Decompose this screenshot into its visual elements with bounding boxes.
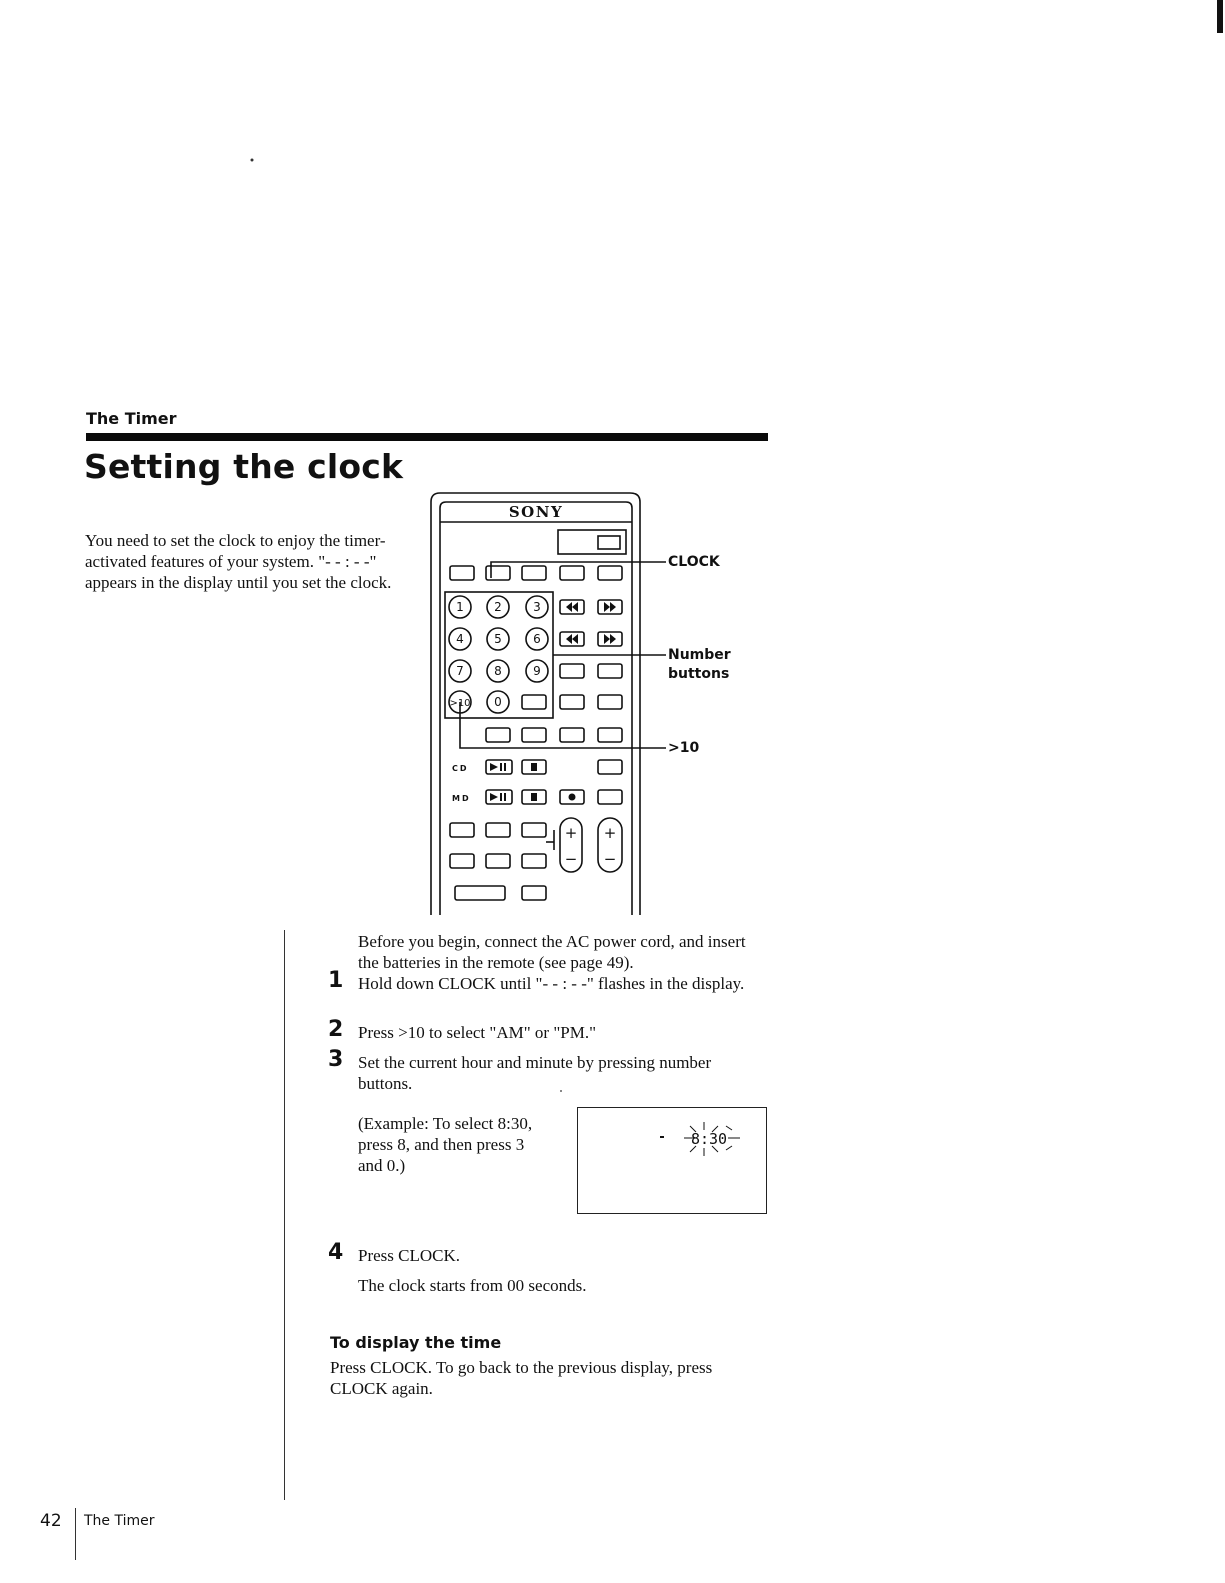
md-row-label: MD bbox=[452, 794, 471, 803]
callout-gt10: >10 bbox=[668, 740, 700, 756]
cd-row-label: CD bbox=[452, 764, 469, 773]
step-text: Hold down CLOCK until "- - : - -" flashes in the display. bbox=[358, 974, 745, 993]
volume-minus-icon: − bbox=[564, 850, 578, 868]
scan-dot bbox=[560, 1090, 562, 1092]
before-paragraph: Before you begin, connect the AC power cord, and insert the batteries in the remote (see page 49). bbox=[358, 932, 746, 972]
callout-number-line1: Number bbox=[668, 647, 731, 663]
gt10-key: >10 bbox=[449, 698, 471, 709]
footer-label: The Timer bbox=[84, 1513, 155, 1529]
callout-number-line2: buttons bbox=[668, 666, 730, 682]
subsection-title: To display the time bbox=[330, 1333, 502, 1352]
number-key-8: 8 bbox=[494, 664, 502, 678]
step-number: 1 bbox=[328, 968, 344, 993]
number-key-0: 0 bbox=[494, 695, 502, 709]
remote-illustration bbox=[430, 490, 760, 915]
number-key-5: 5 bbox=[494, 632, 502, 646]
brand-logo: SONY bbox=[508, 503, 564, 521]
number-key-6: 6 bbox=[533, 632, 541, 646]
subsection-text: Press CLOCK. To go back to the previous display, press CLOCK again. bbox=[330, 1358, 713, 1398]
number-key-3: 3 bbox=[533, 600, 541, 614]
step-number: 4 bbox=[328, 1240, 344, 1265]
display-example bbox=[577, 1107, 767, 1214]
page-edge-mark bbox=[1217, 0, 1223, 33]
number-key-2: 2 bbox=[494, 600, 502, 614]
scan-speck bbox=[250, 158, 256, 162]
column-rule bbox=[284, 930, 285, 1500]
section-label: The Timer bbox=[86, 409, 177, 428]
step-number: 3 bbox=[328, 1047, 344, 1072]
number-key-7: 7 bbox=[456, 664, 464, 678]
volume-plus-icon: + bbox=[603, 824, 617, 842]
step-text: Press >10 to select "AM" or "PM." bbox=[358, 1023, 597, 1042]
page-title: Setting the clock bbox=[84, 447, 404, 486]
footer-separator bbox=[75, 1508, 76, 1560]
number-key-1: 1 bbox=[456, 600, 464, 614]
display-flash-icon bbox=[578, 1108, 766, 1213]
step-number: 2 bbox=[328, 1017, 344, 1042]
callout-clock: CLOCK bbox=[668, 554, 720, 570]
number-key-9: 9 bbox=[533, 664, 541, 678]
volume-minus-icon: − bbox=[603, 850, 617, 868]
example-text: (Example: To select 8:30, press 8, and then press 3 and 0.) bbox=[358, 1114, 533, 1175]
step4-note: The clock starts from 00 seconds. bbox=[358, 1276, 587, 1295]
display-time: 8:30 bbox=[690, 1130, 728, 1148]
intro-paragraph: You need to set the clock to enjoy the timer-activated features of your system. "- - : - -" appears in the display until you set the clock. bbox=[85, 531, 392, 592]
volume-plus-icon: + bbox=[564, 824, 578, 842]
page-number: 42 bbox=[40, 1511, 62, 1531]
number-key-4: 4 bbox=[456, 632, 464, 646]
step-text: Press CLOCK. bbox=[358, 1246, 461, 1265]
step-text: Set the current hour and minute by pressing number buttons. bbox=[358, 1053, 712, 1093]
section-rule bbox=[86, 433, 768, 441]
